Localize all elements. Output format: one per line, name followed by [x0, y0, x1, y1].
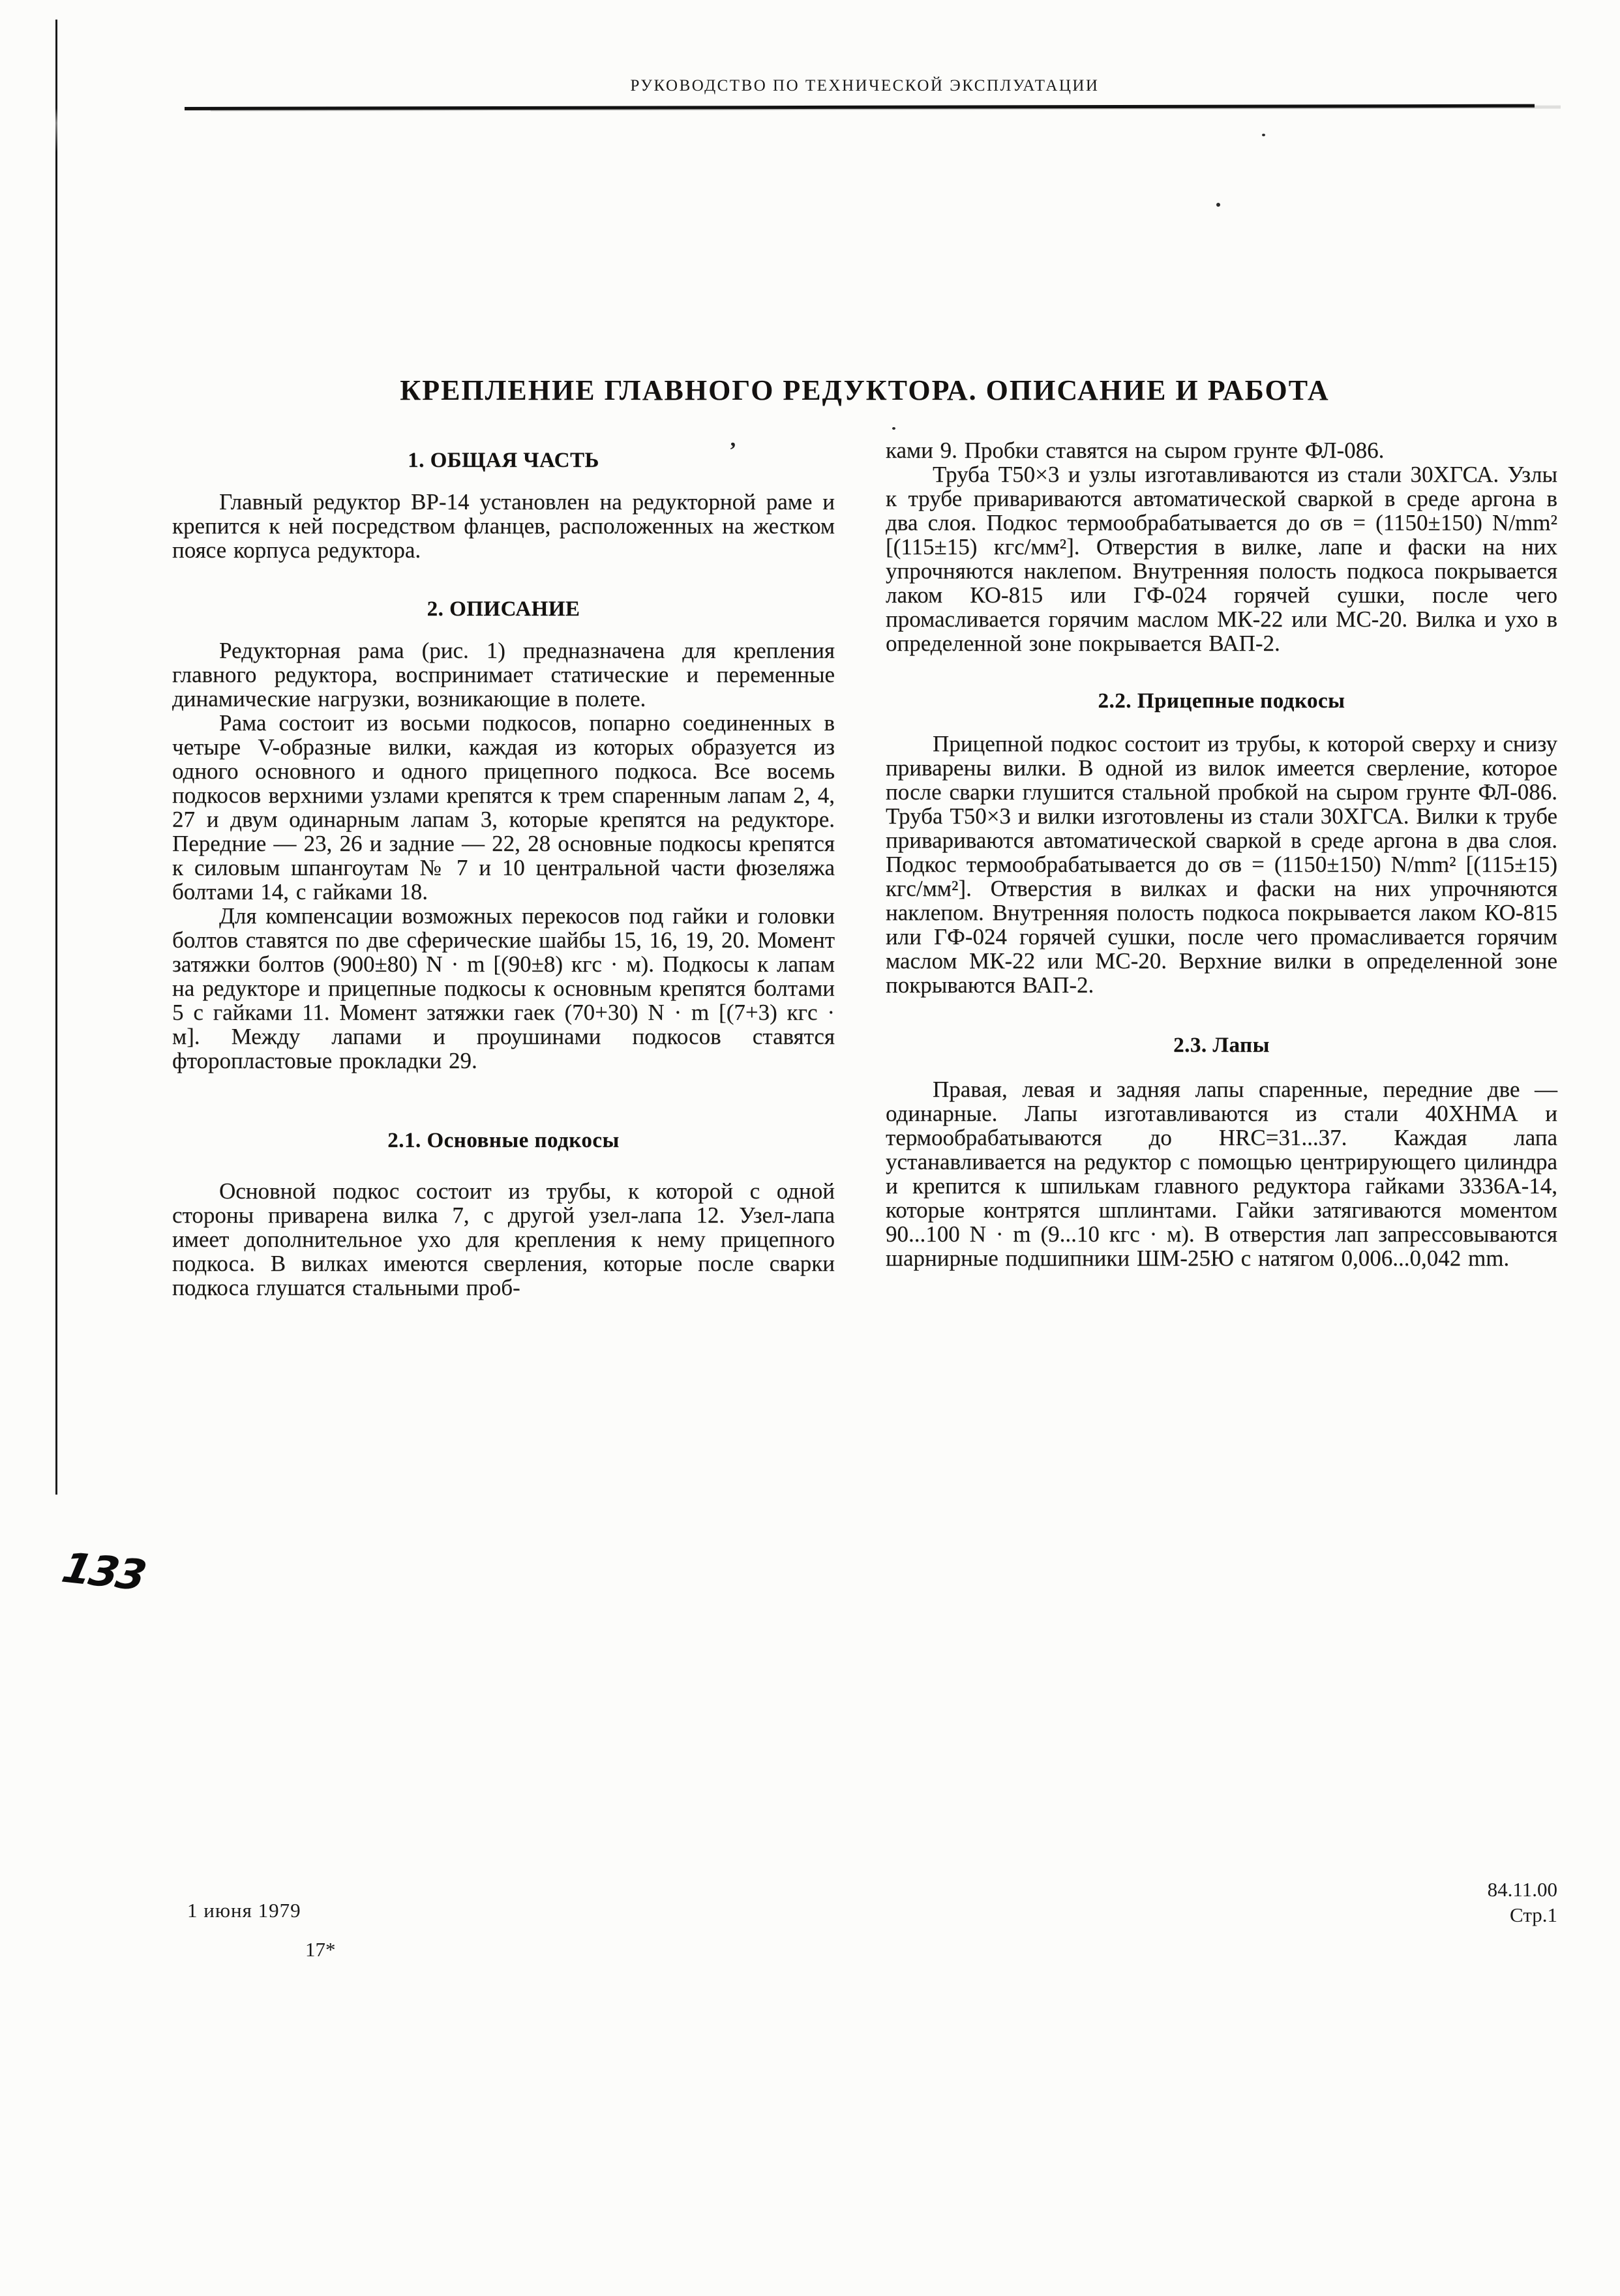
paragraph: Правая, левая и задняя лапы спаренные, передние две — одинарные. Лапы изготавливаются из стали 40ХНМА и термообрабатываются до HRC=31...37. Каждая лапа устанавливается на редуктор с помощью центрирующего цилиндра и крепится к шпилькам главного редуктора гайками 3336А-14, которые контрятся шплинтами. Гайки затягиваются моментом 90...100 N · m (9...10 кгс · м). В отверстия лап запрессовываются шарнирные подшипники ШМ-25Ю с натягом 0,006...0,042 mm.	[886, 1077, 1557, 1271]
right-column	[886, 438, 1557, 1270]
ink-speck	[1262, 134, 1265, 136]
footer-signature-mark: 17*	[305, 1938, 336, 1961]
section-heading-towed-struts: 2.2. Прицепные подкосы	[1098, 689, 1345, 713]
paragraph-continuation: ками 9. Пробки ставятся на сыром грунте ФЛ-086.	[886, 438, 1385, 463]
section-heading-feet: 2.3. Лапы	[1173, 1034, 1270, 1057]
document-title: КРЕПЛЕНИЕ ГЛАВНОГО РЕДУКТОРА. ОПИСАНИЕ И РАБОТА	[400, 374, 1330, 406]
paragraph: Для компенсации возможных перекосов под гайки и головки болтов ставятся по две сферические шайбы 15, 16, 19, 20. Момент затяжки болтов (900±80) N · m [(90±8) кгс · м). Подкосы к лапам на редукторе и прицепные подкосы к основным крепятся болтами 5 с гайками 11. Момент затяжки гаек (70+30) N · m [(7+3) кгс · м]. Между лапами и проушинами подкосов ставятся фторопластовые прокладки 29.	[172, 903, 835, 1073]
section-heading-main-struts: 2.1. Основные подкосы	[387, 1129, 620, 1152]
footer-page-label: Стр.1	[1510, 1903, 1557, 1926]
running-header: РУКОВОДСТВО ПО ТЕХНИЧЕСКОЙ ЭКСПЛУАТАЦИИ	[630, 77, 1100, 95]
paragraph: Прицепной подкос состоит из трубы, к которой сверху и снизу приварены вилки. В одной из вилок имеется сверление, которое после сварки глушится стальной пробкой на сыром грунте ФЛ-086. Труба Т50×3 и вилки изготовлены из стали 30ХГСА. Вилки к трубе привариваются автоматической сваркой в среде аргона в два слоя. Подкос термообрабатывается до σв = (1150±150) N/mm² [(115±15) кгс/мм²]. Отверстия в вилках и фаски на них упрочняются наклепом. Внутренняя полость подкоса покрывается лаком КО-815 или ГФ-024 горячей сушки, после чего промасливается горячим маслом МК-22 или МС-20. Верхние вилки в определенной зоне покрываются ВАП-2.	[886, 731, 1557, 998]
footer-date: 1 июня 1979	[187, 1899, 301, 1922]
scan-binding-line	[55, 20, 57, 1495]
footer-doc-block	[1488, 1877, 1557, 1928]
paragraph: Рама состоит из восьми подкосов, попарно соединенных в четыре V-образные вилки, каждая из которых образуется из одного основного и одного прицепного подкоса. Все восемь подкосов верхними узлами крепятся к трем спаренным лапам 2, 4, 27 и двум одинарным лапам 3, которые крепятся на редукторе. Передние — 23, 26 и задние — 22, 28 основные подкосы крепятся к силовым шпангоутам № 7 и 10 центральной части фюзеляжа болтами 14, с гайками 18.	[172, 710, 835, 904]
header-rule	[185, 104, 1535, 110]
paragraph: Главный редуктор ВР-14 установлен на редукторной раме и крепится к ней посредством фланцев, расположенных на жестком поясе корпуса редуктора.	[172, 489, 835, 563]
section-heading-description: 2. ОПИСАНИЕ	[427, 597, 580, 621]
ink-speck	[1216, 203, 1220, 207]
paragraph: Основной подкос состоит из трубы, к которой с одной стороны приварена вилка 7, с другой узел-лапа 12. Узел-лапа имеет дополнительное ухо для крепления к нему прицепного подкоса. В вилках имеются сверления, которые после сварки подкоса глушатся стальными проб-	[172, 1178, 835, 1300]
handwritten-page-number: 133	[57, 1544, 149, 1600]
paragraph: Редукторная рама (рис. 1) предназначена для крепления главного редуктора, воспринимает статические и переменные динамические нагрузки, возникающие в полете.	[172, 638, 835, 711]
paragraph: Труба Т50×3 и узлы изготавливаются из стали 30ХГСА. Узлы к трубе привариваются автоматической сваркой в среде аргона в два слоя. Подкос термообрабатывается до σв = (1150±150) N/mm² [(115±15) кгс/мм²]. Отверстия в вилке, лапе и фаски на них упрочняются наклепом. Внутренняя полость подкоса покрывается лаком КО-815 или ГФ-024 горячей сушки, после чего промасливается горячим маслом МК-22 или МС-20. Вилка и ухо в определенной зоне покрывается ВАП-2.	[886, 462, 1557, 656]
stray-ink-mark: ’	[729, 438, 737, 462]
section-heading-general: 1. ОБЩАЯ ЧАСТЬ	[408, 449, 599, 472]
footer-document-number: 84.11.00	[1487, 1878, 1557, 1901]
left-column	[172, 449, 835, 1300]
ink-speck	[892, 427, 895, 430]
